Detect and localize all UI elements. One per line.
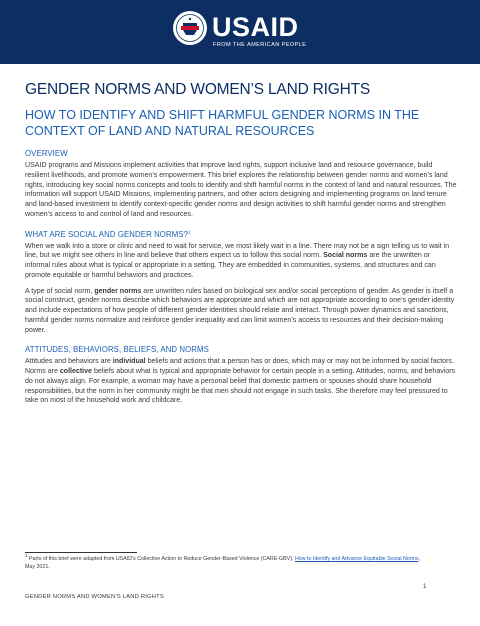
document-title: GENDER NORMS AND WOMEN’S LAND RIGHTS [25, 81, 371, 98]
footnote-link[interactable]: How to Identify and Advance Equitable Social Norms [294, 556, 419, 562]
section-heading-social-norms [25, 230, 457, 239]
footnote [25, 553, 425, 571]
section-heading-overview: OVERVIEW [25, 149, 68, 158]
text-run: Attitudes and behaviors are [25, 358, 113, 366]
overview-paragraph: USAID programs and Missions implement activities that improve land rights, support inclusive land and resource governance, build resilient livelihoods, and promote women’s empowerment. This brief explores the relationship between gender norms and women’s land rights, introducing key social norms concepts and tools to identify and shift harmful norms in the context of land and natural resources. The information will support USAID Missions, implementing partners, and other actors designing and implementing programs on land tenure and land-based investment to identify context-specific gender norms and design activities to shift harmful gender norms and strengthen women’s access to and control of land and resources. [25, 162, 457, 218]
brand-name: USAID [212, 12, 299, 42]
text-run: beliefs about what is typical and appropriate behavior for certain people in a setting. Attitudes, norms, and behaviors do not always align. For example, a woman may have a personal belief that domestic partners or spouses should share household responsibilities, but the norm in her community might be that men should not engage in such tasks. She therefore may feel pressured to take on most of the household work and childcare. [25, 368, 456, 405]
section-heading-attitudes: ATTITUDES, BEHAVIORS, BELIEFS, AND NORMS [25, 345, 209, 355]
text-run: A type of social norm, [25, 287, 95, 295]
page-number: 1 [423, 584, 427, 590]
text-run: are unwritten rules based on biological sex and/or social perceptions of gender. As gender is itself a social construct, gender norms describe which behaviors are appropriate and which are not appropriate according to one’s gender identity and include expectations of how people of different gender identities should relate and interact. Through power dynamics and sanctions, harmful gender norms normalize and reinforce gender inequality and can limit women’s access to resources and their decision-making power. [25, 287, 455, 334]
usaid-logo [172, 10, 312, 52]
social-heading-text: WHAT ARE SOCIAL AND GENDER NORMS? [25, 229, 189, 239]
text-run: beliefs and actions that a person has or does, which may or may not be informed by social factors. Norms are [25, 358, 454, 375]
usaid-seal-icon [172, 10, 208, 46]
brand-tagline: FROM THE AMERICAN PEOPLE [213, 42, 307, 48]
social-norms-paragraph [25, 242, 457, 281]
footnote-ref[interactable]: 1 [188, 228, 191, 234]
footnote-number: 1 [25, 553, 28, 559]
bold-term: collective [59, 368, 92, 375]
text-run: are the unwritten or informal rules about what is typical or appropriate in a setting. They are embedded in communities, systems, and structures and can promote equitable or harmful behaviors and practices. [25, 252, 436, 279]
bold-term: Social norms [323, 252, 368, 260]
footnote-divider [25, 552, 137, 553]
bold-term: gender norms [94, 287, 142, 295]
header-banner [0, 0, 480, 64]
document-subtitle: HOW TO IDENTIFY AND SHIFT HARMFUL GENDER NORMS IN THE CONTEXT OF LAND AND NATURAL RESOURCES [25, 108, 420, 138]
bold-term: individual [112, 358, 146, 366]
footnote-suffix: , May 2021. [25, 556, 421, 570]
footnote-text: Parts of this brief were adapted from USAID’s Collective Action to Reduce Gender-Based Violence (CARE-GBV), [27, 556, 295, 562]
running-footer: GENDER NORMS AND WOMEN’S LAND RIGHTS [25, 594, 164, 600]
document-body [25, 80, 457, 412]
text-run: When we walk into a store or clinic and need to wait for service, we most likely wait in a line. There may not be a sign telling us to wait in line, but we might see others in line and believe that others expect us to follow this social norm. [25, 242, 450, 260]
gender-norms-paragraph [25, 287, 457, 336]
attitudes-paragraph [25, 357, 457, 406]
